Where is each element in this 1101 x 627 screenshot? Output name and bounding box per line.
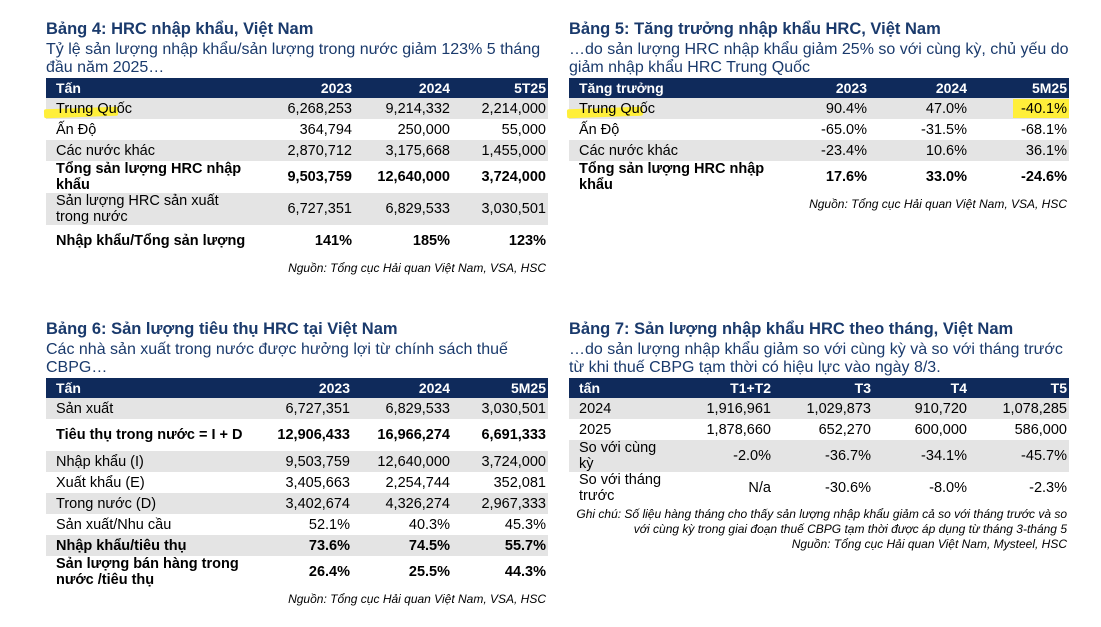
table5-source: Nguồn: Tổng cục Hải quan Việt Nam, VSA, HSC (809, 197, 1067, 211)
table6-header: 2024 (352, 378, 452, 398)
row-label: Tổng sản lượng HRC nhập khẩu (56, 161, 242, 193)
table-cell: 52.1% (308, 516, 350, 533)
table5-header: Tăng trưởng (569, 78, 769, 98)
table-row (569, 472, 1069, 504)
table-cell: 17.6% (825, 169, 867, 185)
table-cell: 44.3% (504, 564, 546, 580)
table7-header-row (569, 378, 1069, 398)
table-cell: 6,829,533 (352, 398, 452, 419)
table4 (46, 78, 548, 257)
table-cell: 6,691,333 (481, 427, 546, 443)
row-label: Tổng sản lượng HRC nhập khẩu (579, 161, 765, 193)
row-label: Trong nước (D) (46, 493, 252, 514)
table-cell: 2,254,744 (385, 474, 450, 491)
table-cell: -2.3% (1029, 480, 1067, 496)
table-row (46, 98, 548, 119)
table-cell: 4,326,274 (352, 493, 452, 514)
table-row (46, 451, 548, 472)
table5-panel (569, 19, 1069, 211)
table-cell: 47.0% (869, 98, 969, 119)
table-cell: 45.3% (504, 516, 546, 533)
table-cell: 40.3% (408, 516, 450, 533)
table-cell: 26.4% (308, 564, 350, 580)
row-label: Trung Quốc (569, 98, 769, 119)
row-label: Ấn Độ (579, 121, 620, 138)
table4-header: 2024 (354, 78, 452, 98)
table-cell: 910,720 (873, 398, 969, 419)
table5-header: 2023 (769, 78, 869, 98)
table6-source: Nguồn: Tổng cục Hải quan Việt Nam, VSA, HSC (288, 592, 546, 606)
table-cell: 3,405,663 (285, 474, 350, 491)
table-cell: 141% (314, 233, 352, 249)
table5-title: Bảng 5: Tăng trưởng nhập khẩu HRC, Việt Nam (569, 20, 941, 38)
table5 (569, 78, 1069, 193)
table-cell: 1,878,660 (706, 421, 771, 438)
table-row (569, 161, 1069, 193)
table-cell: 6,829,533 (354, 193, 452, 225)
table-cell: -30.6% (825, 480, 871, 496)
table-cell: 1,916,961 (673, 398, 773, 419)
table7-header: T5 (969, 378, 1069, 398)
table-row (46, 193, 548, 225)
row-label: 2025 (579, 421, 612, 438)
row-label: Tiêu thụ trong nước = I + D (56, 427, 243, 443)
table4-source: Nguồn: Tổng cục Hải quan Việt Nam, VSA, HSC (288, 261, 546, 275)
table5-subtitle: …do sản lượng HRC nhập khẩu giảm 25% so với cùng kỳ, chủ yếu do giảm nhập khẩu HRC Trung Quốc (569, 41, 1069, 76)
table-cell: -24.6% (1021, 169, 1067, 185)
table-cell: 3,030,501 (452, 398, 548, 419)
table6-header: 2023 (252, 378, 352, 398)
row-label: Sản xuất (46, 398, 252, 419)
table-cell: 1,078,285 (969, 398, 1069, 419)
table-row (569, 140, 1069, 161)
table-cell: 3,175,668 (354, 140, 452, 161)
table-cell: 2,214,000 (452, 98, 548, 119)
table-cell: 33.0% (925, 169, 967, 185)
table-row (46, 398, 548, 419)
table6-title: Bảng 6: Sản lượng tiêu thụ HRC tại Việt Nam (46, 320, 398, 338)
table-row (46, 119, 548, 140)
table-row (569, 419, 1069, 440)
table5-header: 2024 (869, 78, 969, 98)
table7-note: Ghi chú: Số liệu hàng tháng cho thấy sản lượng nhập khẩu giảm cả so với tháng trước và so với cùng kỳ trong giai đoạn thuế CBPG tạm thời được áp dụng từ tháng 3-tháng 5 (576, 507, 1067, 536)
table-cell: -31.5% (921, 121, 967, 138)
table-cell: -68.1% (1021, 121, 1067, 138)
table-row (569, 98, 1069, 119)
table-cell: 55.7% (452, 535, 548, 556)
table-cell: 12,640,000 (377, 169, 450, 185)
row-label: Các nước khác (46, 140, 256, 161)
table-cell: 16,966,274 (377, 427, 450, 443)
table5-header-row (569, 78, 1069, 98)
table-cell: 36.1% (969, 140, 1069, 161)
table-cell: -2.0% (673, 440, 773, 472)
table-cell: -8.0% (929, 480, 967, 496)
table-row (46, 514, 548, 535)
table4-header: 2023 (256, 78, 354, 98)
table-cell: -34.1% (873, 440, 969, 472)
table4-header: Tấn (46, 78, 256, 98)
table-row (46, 140, 548, 161)
table-cell: -65.0% (821, 121, 867, 138)
table-cell: -36.7% (773, 440, 873, 472)
table-cell: 9,503,759 (252, 451, 352, 472)
row-label: Xuất khẩu (E) (56, 474, 145, 491)
table7-source: Nguồn: Tổng cục Hải quan Việt Nam, Mysteel, HSC (791, 537, 1067, 551)
row-label: Ấn Độ (56, 121, 97, 138)
table-row (46, 472, 548, 493)
table-cell: 586,000 (1014, 421, 1067, 438)
table-cell: 364,794 (299, 121, 352, 138)
row-label: 2024 (569, 398, 673, 419)
table-cell: 9,214,332 (354, 98, 452, 119)
table-cell-highlighted: -40.1% (969, 98, 1069, 119)
table7-header: tấn (569, 378, 673, 398)
row-label: So với tháng trước (579, 472, 662, 504)
table-cell: -45.7% (969, 440, 1069, 472)
table-cell: 90.4% (769, 98, 869, 119)
table-row (46, 493, 548, 514)
table-cell: 250,000 (397, 121, 450, 138)
row-label: Sản xuất/Nhu cầu (56, 516, 172, 533)
table6-subtitle: Các nhà sản xuất trong nước được hưởng lợi từ chính sách thuế CBPG… (46, 341, 508, 376)
table7-header: T1+T2 (673, 378, 773, 398)
table-cell: 1,029,873 (773, 398, 873, 419)
table-cell: 185% (412, 233, 450, 249)
table7-header: T3 (773, 378, 873, 398)
table-cell: 3,402,674 (252, 493, 352, 514)
table-row (46, 535, 548, 556)
row-label: Các nước khác (569, 140, 769, 161)
table-cell: 9,503,759 (287, 169, 352, 185)
table7-panel (569, 319, 1069, 551)
table-cell: 600,000 (914, 421, 967, 438)
table-cell: 6,727,351 (252, 398, 352, 419)
table6 (46, 378, 548, 588)
table-cell: 652,270 (818, 421, 871, 438)
table7 (569, 378, 1069, 504)
table-cell: 6,268,253 (256, 98, 354, 119)
table-row (46, 161, 548, 193)
table6-header-row (46, 378, 548, 398)
table-cell: 12,640,000 (352, 451, 452, 472)
table-row (46, 556, 548, 588)
table7-subtitle: …do sản lượng nhập khẩu giảm so với cùng kỳ và so với tháng trước từ khi thuế CBPG tạm thời có hiệu lực vào ngày 8/3. (569, 341, 1063, 376)
table4-header-row (46, 78, 548, 98)
row-label: Trung Quốc (46, 98, 256, 119)
table-cell: 2,967,333 (452, 493, 548, 514)
table-cell: 2,870,712 (256, 140, 354, 161)
row-label: Nhập khẩu/tiêu thụ (46, 535, 252, 556)
table5-header: 5M25 (969, 78, 1069, 98)
row-label: Nhập khẩu/Tổng sản lượng (56, 233, 246, 249)
table-row (46, 419, 548, 451)
table4-title: Bảng 4: HRC nhập khẩu, Việt Nam (46, 20, 314, 38)
table-cell: 3,724,000 (452, 451, 548, 472)
row-label: Sản lượng bán hàng trong nước /tiêu thụ (56, 556, 239, 588)
table-row (569, 440, 1069, 472)
table-cell: 3,030,501 (452, 193, 548, 225)
row-label: Nhập khẩu (I) (46, 451, 252, 472)
table-cell: 3,724,000 (481, 169, 546, 185)
table-cell: 10.6% (869, 140, 969, 161)
table-cell: 1,455,000 (452, 140, 548, 161)
table-cell: 123% (508, 233, 546, 249)
row-label: So với cùng kỳ (569, 440, 673, 472)
table4-subtitle: Tỷ lệ sản lượng nhập khẩu/sản lượng trong nước giảm 123% 5 tháng đầu năm 2025… (46, 41, 541, 76)
table4-panel (46, 19, 548, 275)
table-cell: 12,906,433 (277, 427, 350, 443)
table-row (569, 398, 1069, 419)
table-cell: -23.4% (769, 140, 869, 161)
table7-header: T4 (873, 378, 969, 398)
table6-header: 5M25 (452, 378, 548, 398)
table-cell: 25.5% (408, 564, 450, 580)
table-cell: 55,000 (501, 121, 546, 138)
table-cell: 73.6% (252, 535, 352, 556)
table-row (569, 119, 1069, 140)
table-cell: 352,081 (493, 474, 546, 491)
table-cell: 6,727,351 (256, 193, 354, 225)
table7-title: Bảng 7: Sản lượng nhập khẩu HRC theo tháng, Việt Nam (569, 320, 1014, 338)
table-cell: N/a (748, 480, 771, 496)
table-cell: 74.5% (352, 535, 452, 556)
table-row (46, 225, 548, 257)
table4-header: 5T25 (452, 78, 548, 98)
table6-header: Tấn (46, 378, 252, 398)
table6-panel (46, 319, 548, 606)
row-label: Sản lượng HRC sản xuất trong nước (46, 193, 256, 225)
